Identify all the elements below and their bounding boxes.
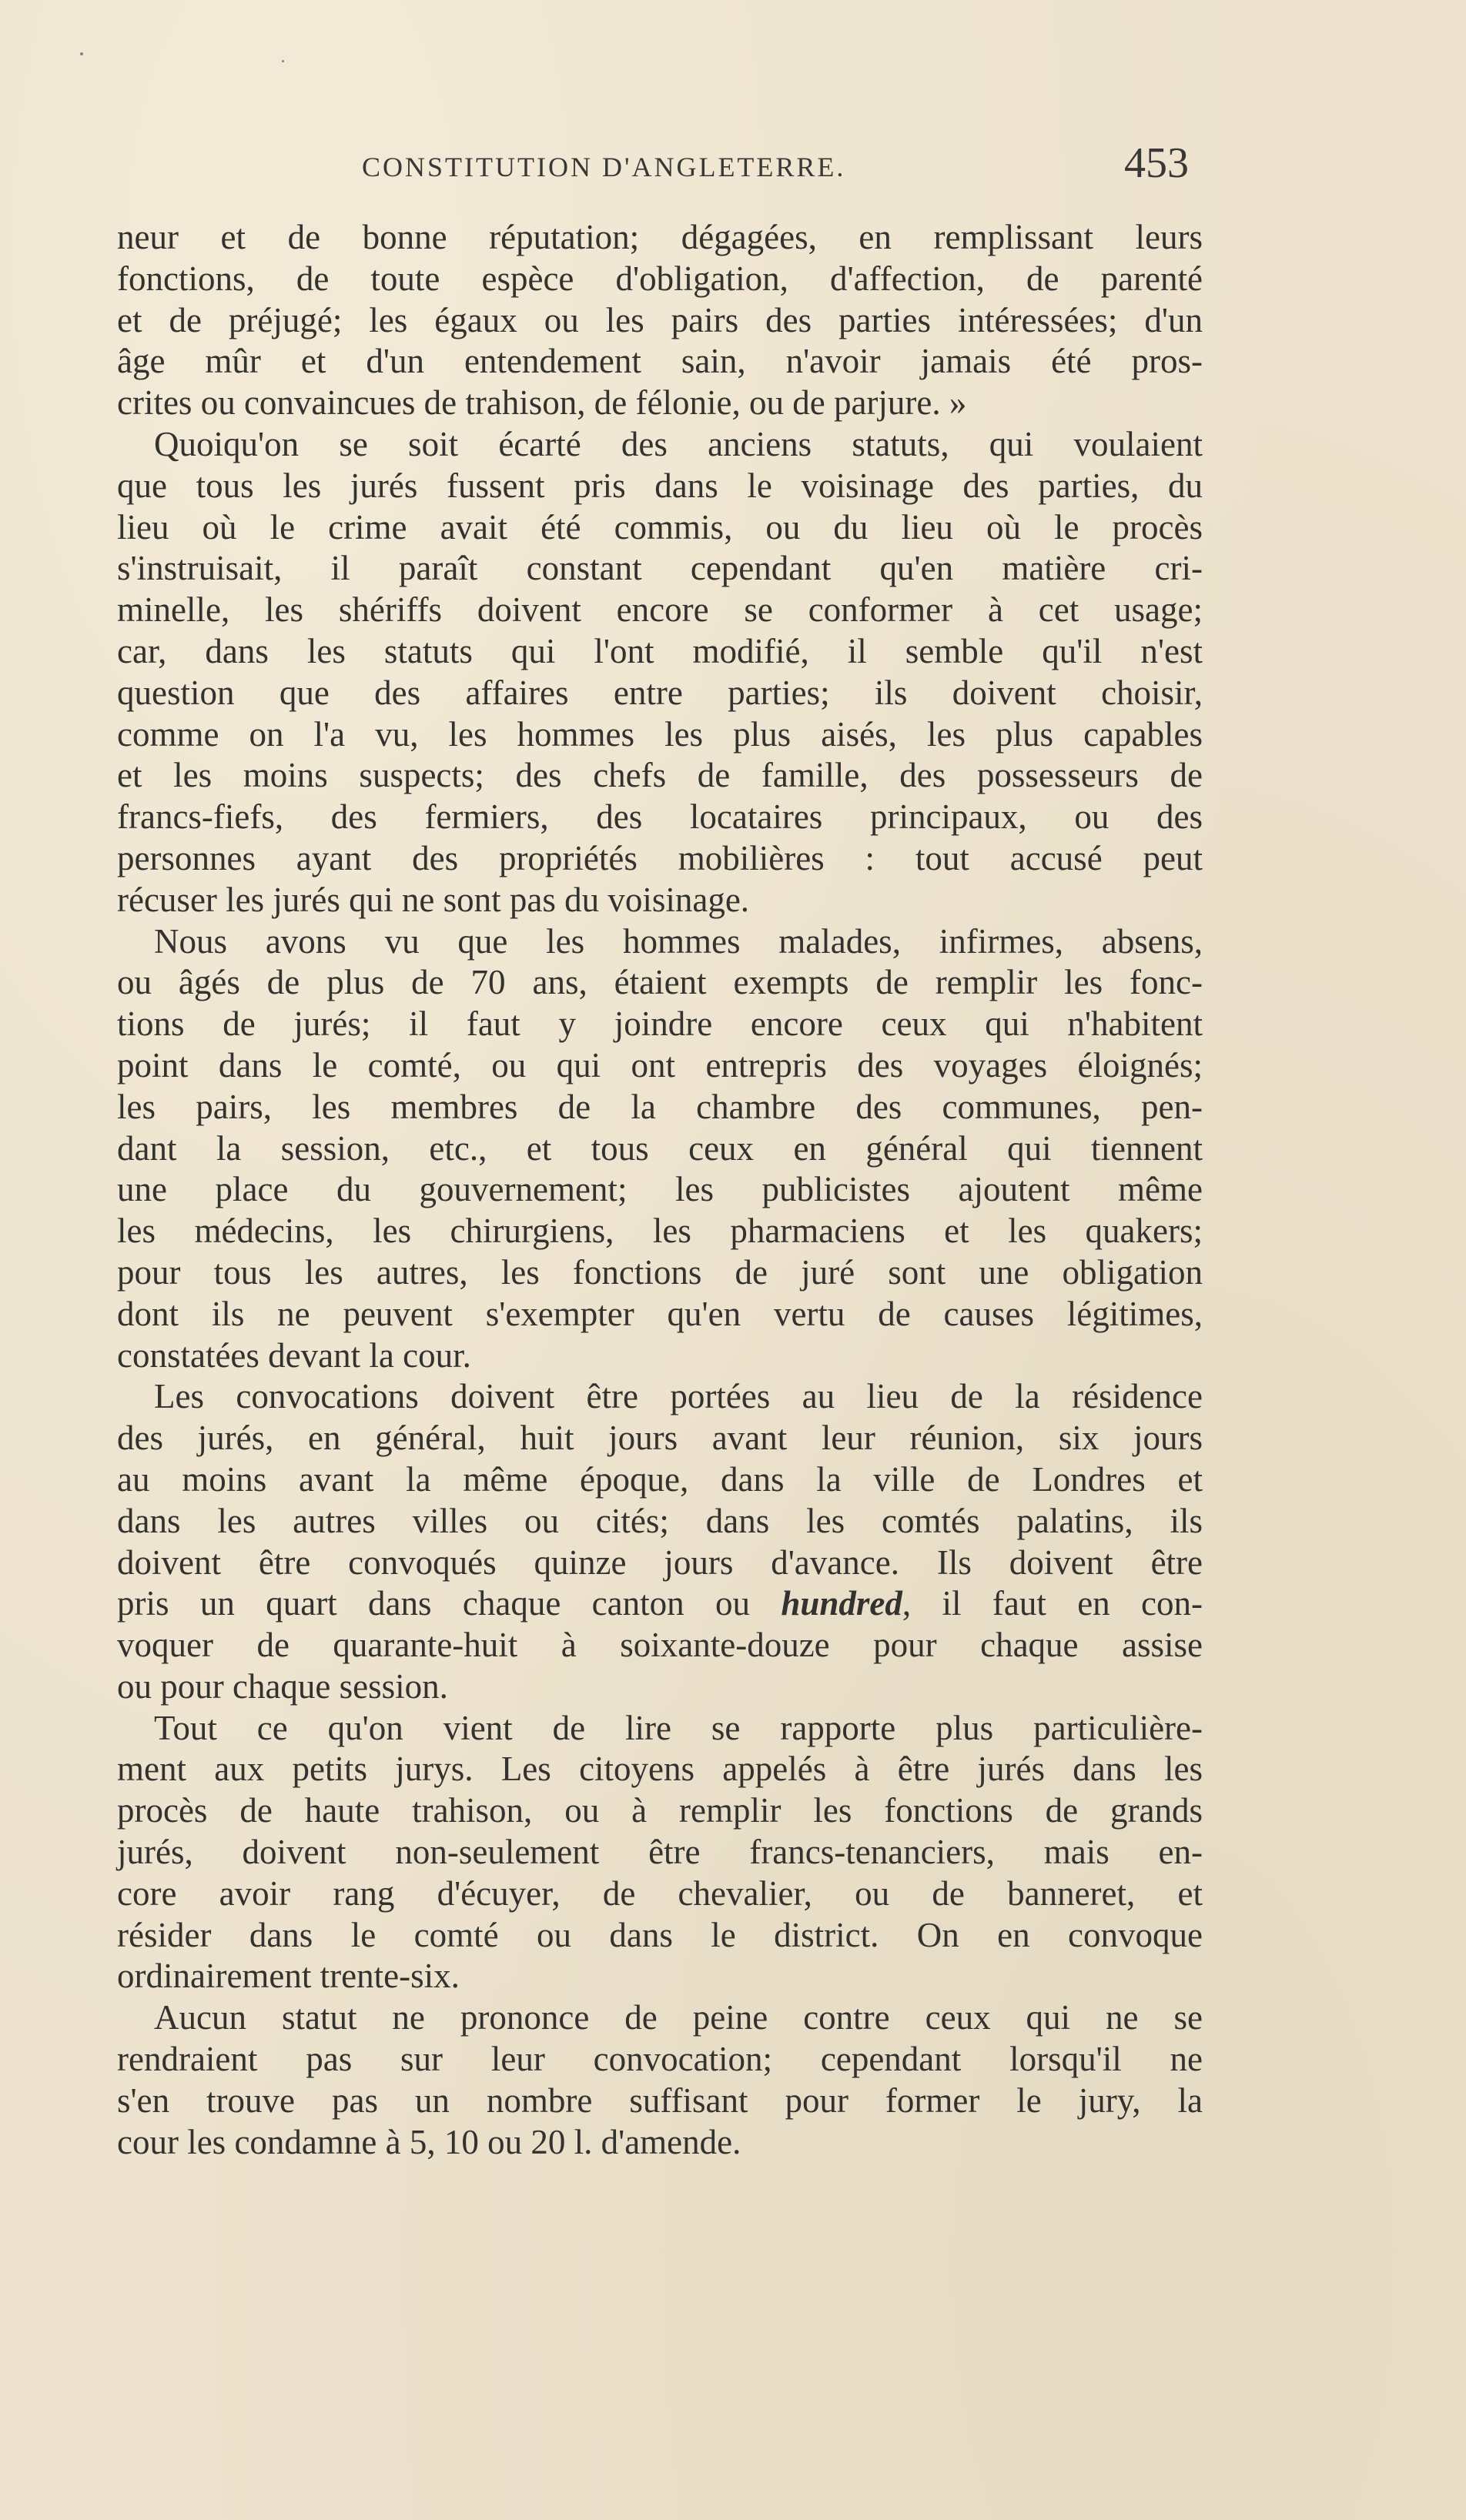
text-line: neur et de bonne réputation; dégagées, en remplissant leurs — [117, 218, 1203, 256]
text-line: voquer de quarante-huit à soixante-douze pour chaque assise — [117, 1626, 1203, 1665]
text-line: au moins avant la même époque, dans la ville de Londres et — [117, 1459, 1203, 1499]
text-line: ou pour chaque session. — [117, 1666, 448, 1706]
text-line: âge mûr et d'un entendement sain, n'avoir jamais été pros- — [117, 342, 1203, 381]
text-line: rendraient pas sur leur convocation; cependant lorsqu'il ne — [117, 2040, 1203, 2079]
text-line: question que des affaires entre parties; ils doivent choisir, — [117, 673, 1203, 712]
text-line: une place du gouvernement; les publicistes ajoutent même — [117, 1170, 1203, 1209]
text-line: crites ou convaincues de trahison, de félonie, ou de parjure. » — [117, 383, 967, 423]
text-line: personnes ayant des propriétés mobilières : tout accusé peut — [117, 838, 1203, 877]
text-line: core avoir rang d'écuyer, de chevalier, ou de banneret, et — [117, 1873, 1203, 1913]
running-title: CONSTITUTION D'ANGLETERRE. — [362, 152, 846, 182]
text-line: Quoiqu'on se soit écarté des anciens statuts, qui voulaient — [154, 424, 1203, 463]
text-line: résider dans le comté ou dans le district. On en convoque — [117, 1915, 1203, 1954]
text-line: point dans le comté, ou qui ont entrepris des voyages éloignés; — [117, 1045, 1203, 1085]
page-header — [123, 139, 1201, 200]
text-line: s'instruisait, il paraît constant cependant qu'en matière cri- — [117, 549, 1203, 588]
text-line: les médecins, les chirurgiens, les pharmaciens et les quakers; — [117, 1212, 1203, 1251]
text-line: francs-fiefs, des fermiers, des locataires principaux, ou des — [117, 797, 1203, 837]
paper-speck — [80, 52, 83, 55]
text-line: minelle, les shériffs doivent encore se conformer à cet usage; — [117, 590, 1203, 630]
text-line: pris un quart dans chaque canton ou hundred, il faut en con- — [117, 1584, 1203, 1623]
text-line: et de préjugé; les égaux ou les pairs des parties intéressées; d'un — [117, 300, 1203, 339]
text-line: constatées devant la cour. — [117, 1335, 471, 1375]
text-line: et les moins suspects; des chefs de famille, des possesseurs de — [117, 756, 1203, 795]
text-line: car, dans les statuts qui l'ont modifié, il semble qu'il n'est — [117, 631, 1203, 670]
text-line: ment aux petits jurys. Les citoyens appelés à être jurés dans les — [117, 1750, 1203, 1789]
text-line: lieu où le crime avait été commis, ou du lieu où le procès — [117, 507, 1203, 546]
text-line: ordinairement trente-six. — [117, 1957, 460, 1996]
text-line: pour tous les autres, les fonctions de juré sont une obligation — [117, 1252, 1203, 1292]
text-line: des jurés, en général, huit jours avant leur réunion, six jours — [117, 1419, 1203, 1458]
text-line: Aucun statut ne prononce de peine contre ceux qui ne se — [154, 1998, 1203, 2037]
text-line: jurés, doivent non-seulement être francs-tenanciers, mais en- — [117, 1833, 1203, 1872]
text-line: doivent être convoqués quinze jours d'avance. Ils doivent être — [117, 1542, 1203, 1582]
text-line: Tout ce qu'on vient de lire se rapporte plus particulière- — [154, 1708, 1203, 1747]
text-line: dont ils ne peuvent s'exempter qu'en vertu de causes légitimes, — [117, 1294, 1203, 1333]
text-line: dans les autres villes ou cités; dans les comtés palatins, ils — [117, 1501, 1203, 1540]
text-line: Nous avons vu que les hommes malades, infirmes, absens, — [154, 921, 1203, 961]
text-line: cour les condamne à 5, 10 ou 20 l. d'amende. — [117, 2122, 741, 2161]
italic-term: hundred — [781, 1584, 902, 1623]
paper-speck — [282, 60, 284, 62]
text-line: ou âgés de plus de 70 ans, étaient exempts de remplir les fonc- — [117, 963, 1203, 1002]
text-line: procès de haute trahison, ou à remplir les fonctions de grands — [117, 1791, 1203, 1830]
text-line: s'en trouve pas un nombre suffisant pour former le jury, la — [117, 2081, 1203, 2120]
text-line: fonctions, de toute espèce d'obligation, d'affection, de parenté — [117, 259, 1203, 298]
text-line: tions de jurés; il faut y joindre encore ceux qui n'habitent — [117, 1004, 1203, 1044]
body-text — [117, 217, 1203, 2163]
text-line: Les convocations doivent être portées au lieu de la résidence — [154, 1377, 1203, 1416]
text-line: récuser les jurés qui ne sont pas du voisinage. — [117, 880, 750, 919]
text-line: comme on l'a vu, les hommes les plus aisés, les plus capables — [117, 714, 1203, 754]
text-line: les pairs, les membres de la chambre des communes, pen- — [117, 1087, 1203, 1126]
text-line: que tous les jurés fussent pris dans le voisinage des parties, du — [117, 466, 1203, 505]
text-line: dant la session, etc., et tous ceux en général qui tiennent — [117, 1128, 1203, 1168]
page-number: 453 — [1124, 139, 1189, 187]
